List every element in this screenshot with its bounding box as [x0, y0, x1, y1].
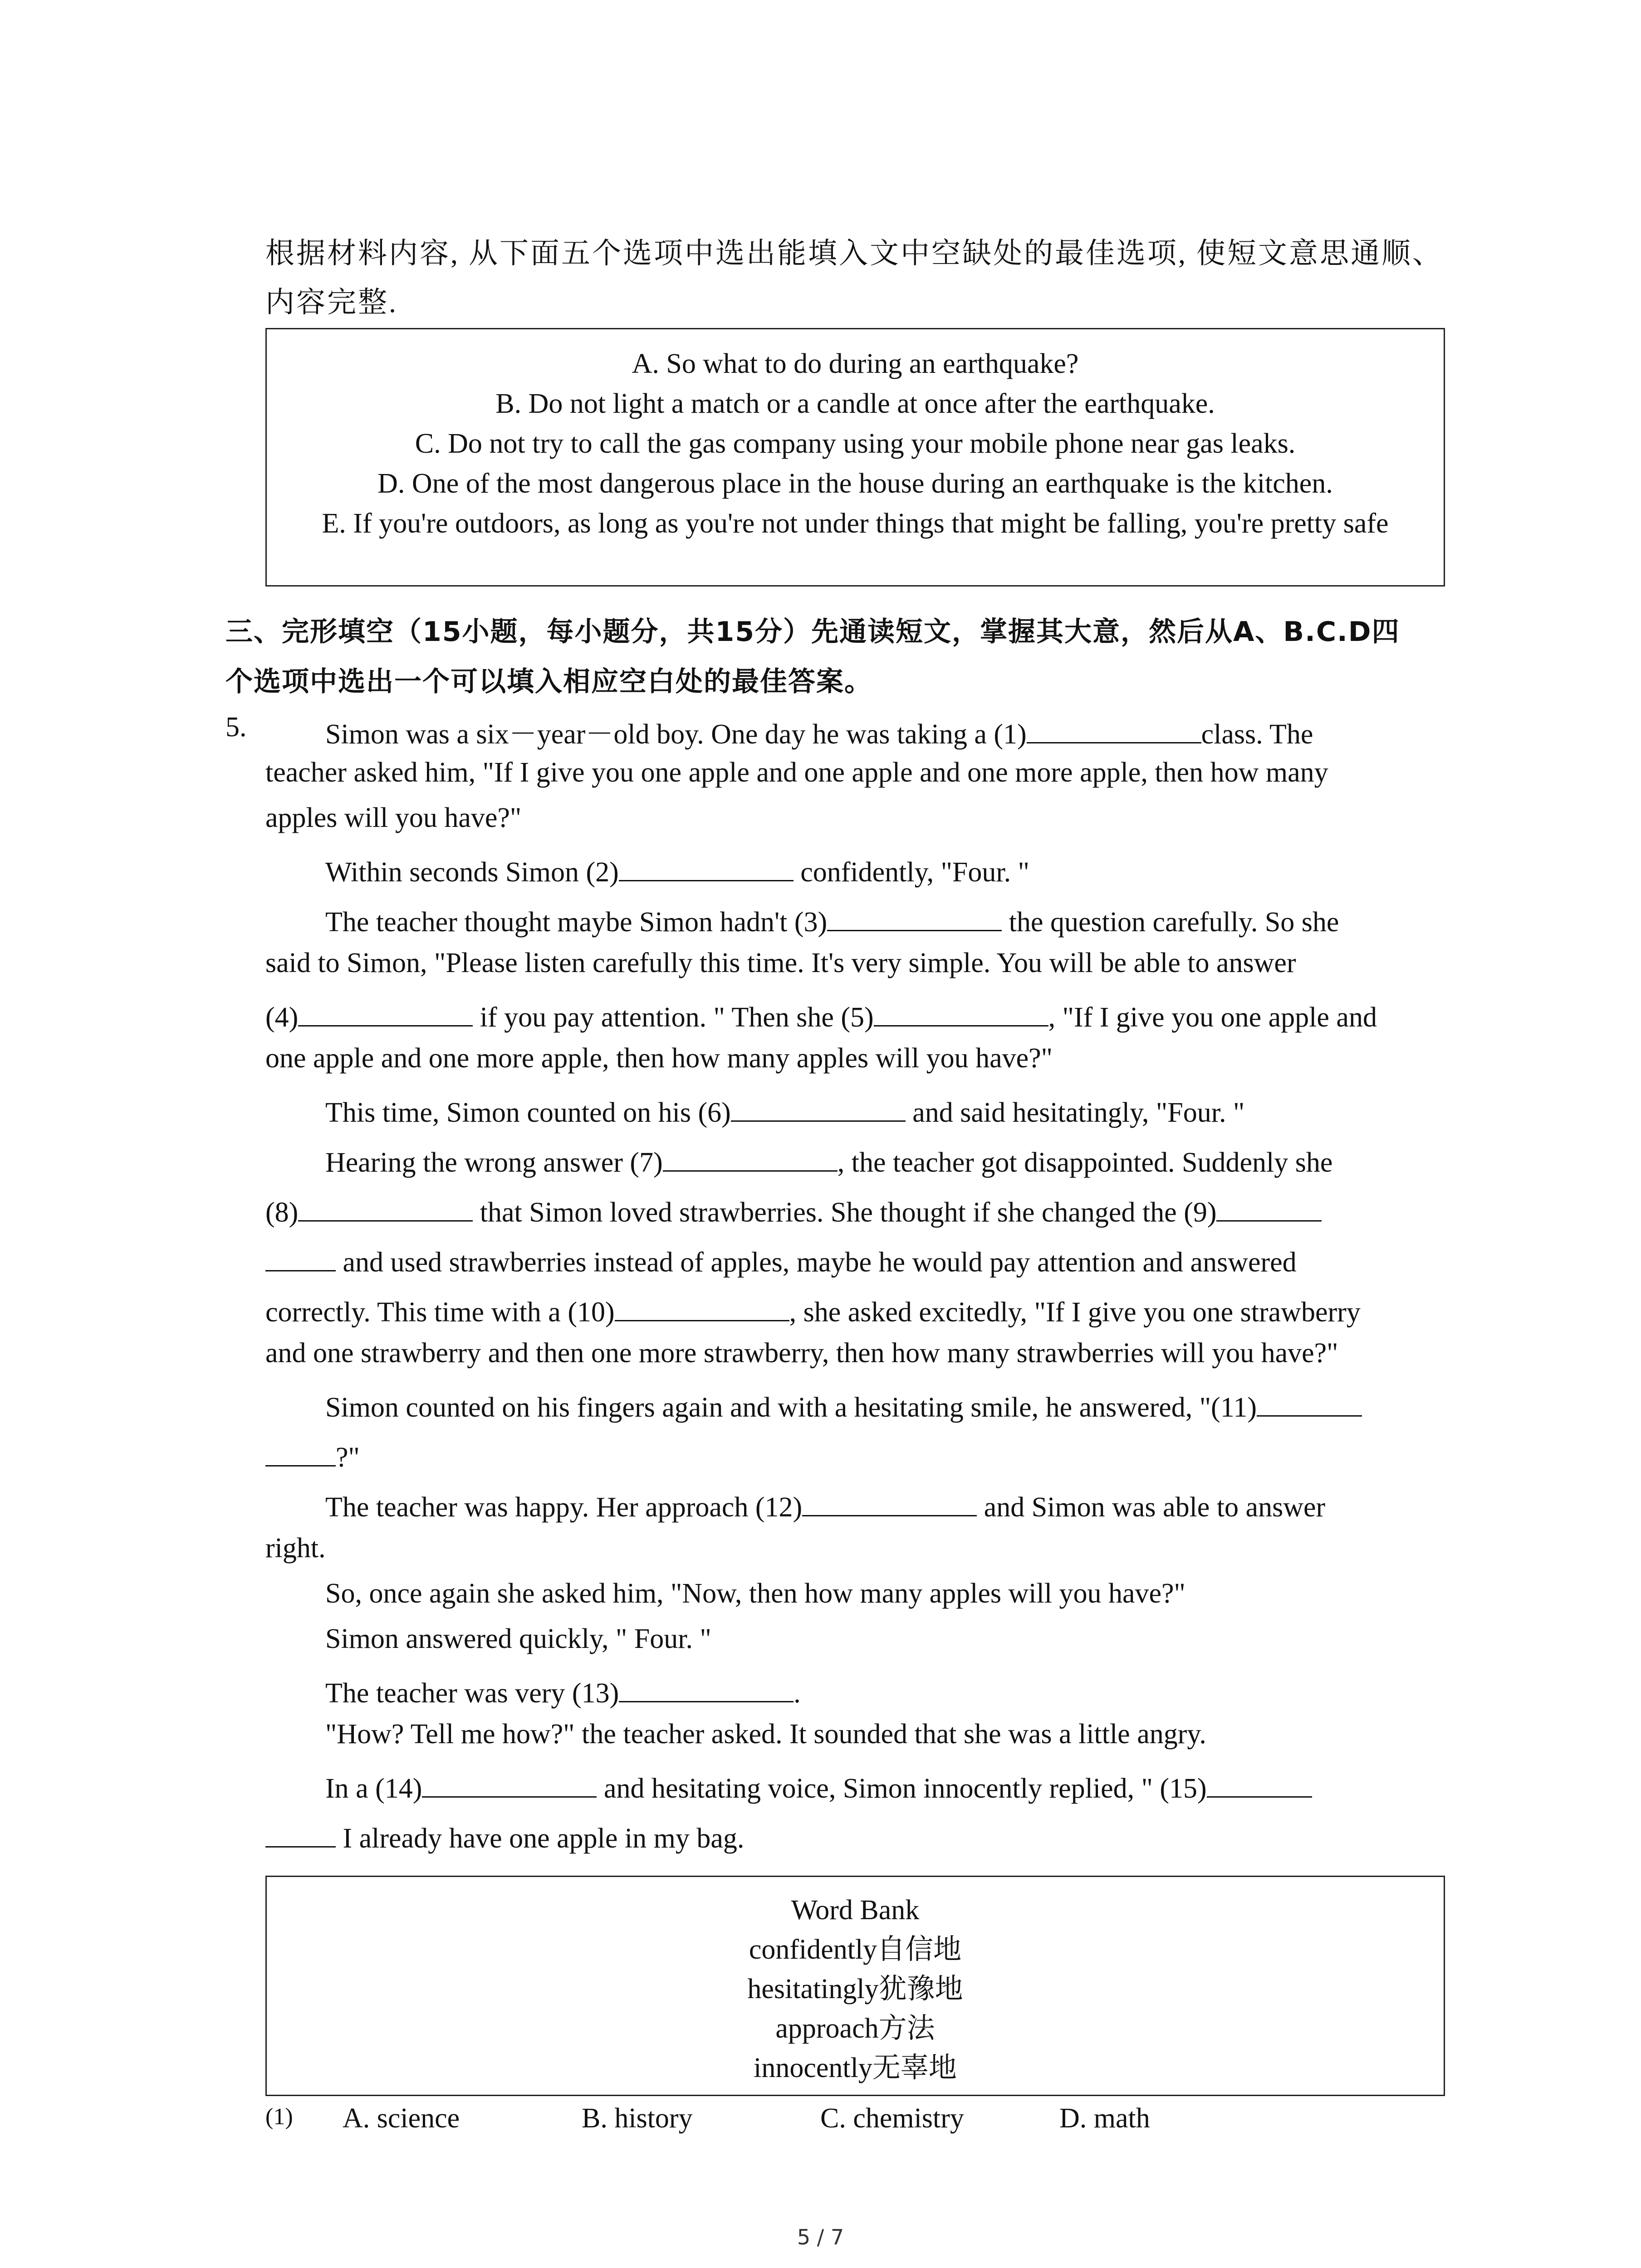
- blank-1[interactable]: [1027, 714, 1201, 743]
- option-d: D. One of the most dangerous place in the house during an earthquake is the kitchen.: [377, 468, 1333, 499]
- blank-7[interactable]: [663, 1142, 838, 1172]
- option-c: C. Do not try to call the gas company using your mobile phone near gas leaks.: [415, 428, 1296, 459]
- blank-9[interactable]: [1216, 1192, 1322, 1222]
- choice-c[interactable]: C. chemistry: [820, 2103, 964, 2134]
- passage-line: This time, Simon counted on his (6) and said hesitatingly, "Four. ": [325, 1092, 1446, 1129]
- passage-line: Simon was a six－year－old boy. One day he was taking a (1) class. The: [325, 711, 1446, 752]
- section-heading: [225, 607, 1460, 707]
- blank-15-continued[interactable]: [265, 1818, 336, 1848]
- passage-line: apples will you have?": [265, 802, 522, 833]
- choice-d[interactable]: D. math: [1059, 2103, 1150, 2134]
- blank-4[interactable]: [298, 997, 473, 1026]
- options-box: [265, 328, 1445, 587]
- passage-line: The teacher was happy. Her approach (12) and Simon was able to answer: [325, 1487, 1446, 1524]
- passage-line: Hearing the wrong answer (7) , the teacher got disappointed. Suddenly she: [325, 1142, 1446, 1179]
- passage-line: I already have one apple in my bag.: [265, 1818, 1445, 1855]
- blank-11-continued[interactable]: [265, 1437, 336, 1466]
- blank-2[interactable]: [619, 852, 794, 881]
- passage-line: teacher asked him, "If I give you one apple and one apple and one more apple, then how many: [265, 757, 1328, 788]
- passage-line: and used strawberries instead of apples, maybe he would pay attention and answered: [265, 1242, 1445, 1279]
- blank-13[interactable]: [619, 1673, 794, 1702]
- word-bank-entry: approach方法: [775, 2013, 935, 2044]
- passage-line: So, once again she asked him, "Now, then how many apples will you have?": [325, 1578, 1185, 1609]
- blank-14[interactable]: [422, 1768, 597, 1798]
- section-heading-line-1: 三、完形填空（15小题，每小题分，共15分）先通读短文，掌握其大意，然后从A、B.C.D四: [225, 616, 1400, 648]
- passage-line: Simon answered quickly, " Four. ": [325, 1623, 711, 1654]
- question-1-choices: [265, 2102, 1445, 2143]
- option-b: B. Do not light a match or a candle at once after the earthquake.: [495, 388, 1215, 419]
- blank-10[interactable]: [615, 1292, 789, 1321]
- blank-9-continued[interactable]: [265, 1242, 336, 1271]
- passage-line: right.: [265, 1533, 326, 1564]
- word-bank-entry: hesitatingly犹豫地: [747, 1974, 963, 2004]
- passage-line: and one strawberry and then one more strawberry, then how many strawberries will you have?": [265, 1338, 1338, 1369]
- passage-line: (8) that Simon loved strawberries. She thought if she changed the (9): [265, 1192, 1445, 1229]
- section-heading-line-2: 个选项中选出一个可以填入相应空白处的最佳答案。: [225, 666, 872, 698]
- instructions-line-1: 根据材料内容, 从下面五个选项中选出能填入文中空缺处的最佳选项, 使短文意思通顺、: [265, 237, 1443, 269]
- page-number: 5 / 7: [797, 2225, 844, 2249]
- passage-line: The teacher was very (13) .: [325, 1673, 1446, 1710]
- word-bank-box: [265, 1876, 1445, 2096]
- question-number: 5.: [225, 712, 247, 743]
- passage-line: (4) if you pay attention. " Then she (5) , "If I give you one apple and: [265, 997, 1445, 1034]
- passage-line: The teacher thought maybe Simon hadn't (3) the question carefully. So she: [325, 902, 1446, 938]
- blank-11[interactable]: [1257, 1387, 1362, 1417]
- passage-line: Within seconds Simon (2) confidently, "Four. ": [325, 852, 1446, 889]
- blank-5[interactable]: [874, 997, 1048, 1026]
- passage-line: one apple and one more apple, then how many apples will you have?": [265, 1043, 1053, 1074]
- word-bank-entry: innocently无辜地: [754, 2053, 957, 2083]
- choice-a[interactable]: A. science: [343, 2103, 460, 2134]
- option-e: E. If you're outdoors, as long as you're not under things that might be falling, you're pretty safe: [322, 508, 1389, 539]
- passage-line: In a (14) and hesitating voice, Simon innocently replied, " (15): [325, 1768, 1446, 1805]
- passage-line: correctly. This time with a (10) , she asked excitedly, "If I give you one strawberry: [265, 1292, 1445, 1329]
- word-bank-entry: confidently自信地: [749, 1934, 962, 1965]
- instructions: [265, 229, 1445, 327]
- instructions-line-2: 内容完整.: [265, 286, 398, 318]
- blank-12[interactable]: [802, 1487, 977, 1516]
- blank-3[interactable]: [827, 902, 1002, 931]
- passage-line: Simon counted on his fingers again and with a hesitating smile, he answered, "(11): [325, 1387, 1446, 1424]
- passage-line: "How? Tell me how?" the teacher asked. It sounded that she was a little angry.: [325, 1719, 1206, 1750]
- option-a: A. So what to do during an earthquake?: [632, 348, 1079, 379]
- choice-b[interactable]: B. history: [582, 2103, 693, 2134]
- word-bank-title: Word Bank: [791, 1895, 920, 1926]
- passage-line: said to Simon, "Please listen carefully this time. It's very simple. You will be able to answer: [265, 948, 1296, 978]
- passage-line: ?": [265, 1437, 1445, 1474]
- question-1-number: (1): [265, 2104, 293, 2130]
- blank-15[interactable]: [1207, 1768, 1312, 1798]
- blank-8[interactable]: [298, 1192, 473, 1222]
- blank-6[interactable]: [731, 1092, 906, 1122]
